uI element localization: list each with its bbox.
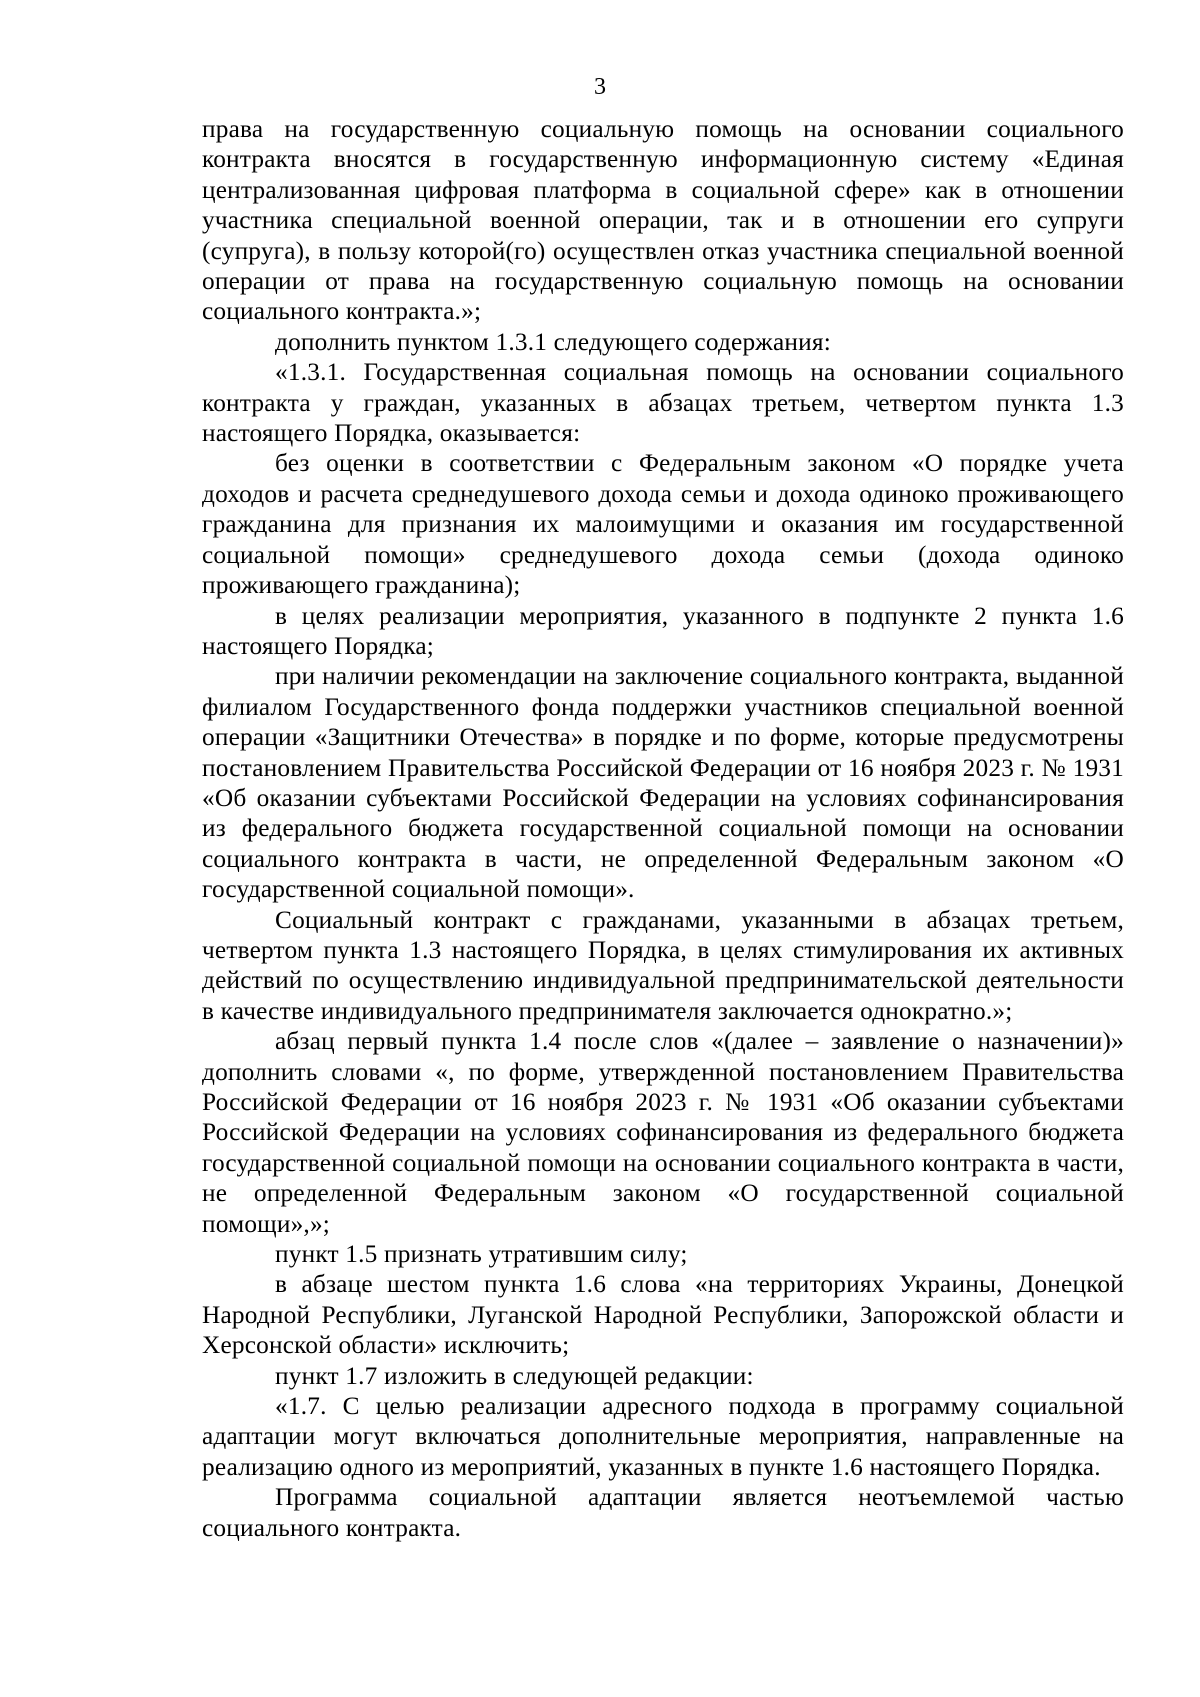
paragraph: Социальный контракт с гражданами, указанными в абзацах третьем, четвертом пункта 1.3 настоящего Порядка, в целях стимулирования их активных действий по осуществлению индивидуальной предпринимательской деятельности в качестве индивидуального предпринимателя заключается однократно.»;: [202, 905, 1124, 1025]
paragraph: при наличии рекомендации на заключение социального контракта, выданной филиалом Государственного фонда поддержки участников специальной военной операции «Защитники Отечества» в порядке и по форме, которые предусмотрены постановлением Правительства Российской Федерации от 16 ноября 2023 г. № 1931 «Об оказании субъектами Российской Федерации на условиях софинансирования из федерального бюджета государственной социальной помощи на основании социального контракта в части, не определенной Федеральным законом «О государственной социальной помощи».: [202, 662, 1124, 904]
paragraph: пункт 1.7 изложить в следующей редакции:: [275, 1361, 754, 1390]
paragraph: без оценки в соответствии с Федеральным законом «О порядке учета доходов и расчета среднедушевого дохода семьи и дохода одиноко проживающего гражданина для признания их малоимущими и оказания им государственной социальной помощи» среднедушевого дохода семьи (дохода одиноко проживающего гражданина);: [202, 449, 1124, 600]
page-number: 3: [594, 74, 606, 100]
paragraph: Программа социальной адаптации является неотъемлемой частью социального контракта.: [202, 1483, 1124, 1542]
document-body: [202, 114, 1124, 1543]
paragraph: в абзаце шестом пункта 1.6 слова «на территориях Украины, Донецкой Народной Республики, Луганской Народной Республики, Запорожской области и Херсонской области» исключить;: [202, 1270, 1124, 1360]
paragraph: в целях реализации мероприятия, указанного в подпункте 2 пункта 1.6 настоящего Порядка;: [202, 601, 1124, 660]
paragraph-continuation: права на государственную социальную помощь на основании социального контракта вносятся в государственную информационную систему «Единая централизованная цифровая платформа в социальной сфере» как в отношении участника специальной военной операции, так и в отношении его супруги (супруга), в пользу которой(го) осуществлен отказ участника специальной военной операции от права на государственную социальную помощь на основании социального контракта.»;: [202, 115, 1124, 326]
paragraph: «1.7. С целью реализации адресного подхода в программу социальной адаптации могут включаться дополнительные мероприятия, направленные на реализацию одного из мероприятий, указанных в пункте 1.6 настоящего Порядка.: [202, 1392, 1124, 1481]
paragraph: «1.3.1. Государственная социальная помощь на основании социального контракта у граждан, указанных в абзацах третьем, четвертом пункта 1.3 настоящего Порядка, оказывается:: [202, 358, 1124, 448]
paragraph: абзац первый пункта 1.4 после слов «(далее – заявление о назначении)» дополнить словами «, по форме, утвержденной постановлением Правительства Российской Федерации от 16 ноября 2023 г. № 1931 «Об оказании субъектами Российской Федерации на условиях софинансирования из федерального бюджета государственной социальной помощи на основании социального контракта в части, не определенной Федеральным законом «О государственной социальной помощи»,»;: [202, 1027, 1124, 1238]
paragraph: дополнить пунктом 1.3.1 следующего содержания:: [275, 327, 831, 356]
paragraph: пункт 1.5 признать утратившим силу;: [275, 1240, 688, 1269]
